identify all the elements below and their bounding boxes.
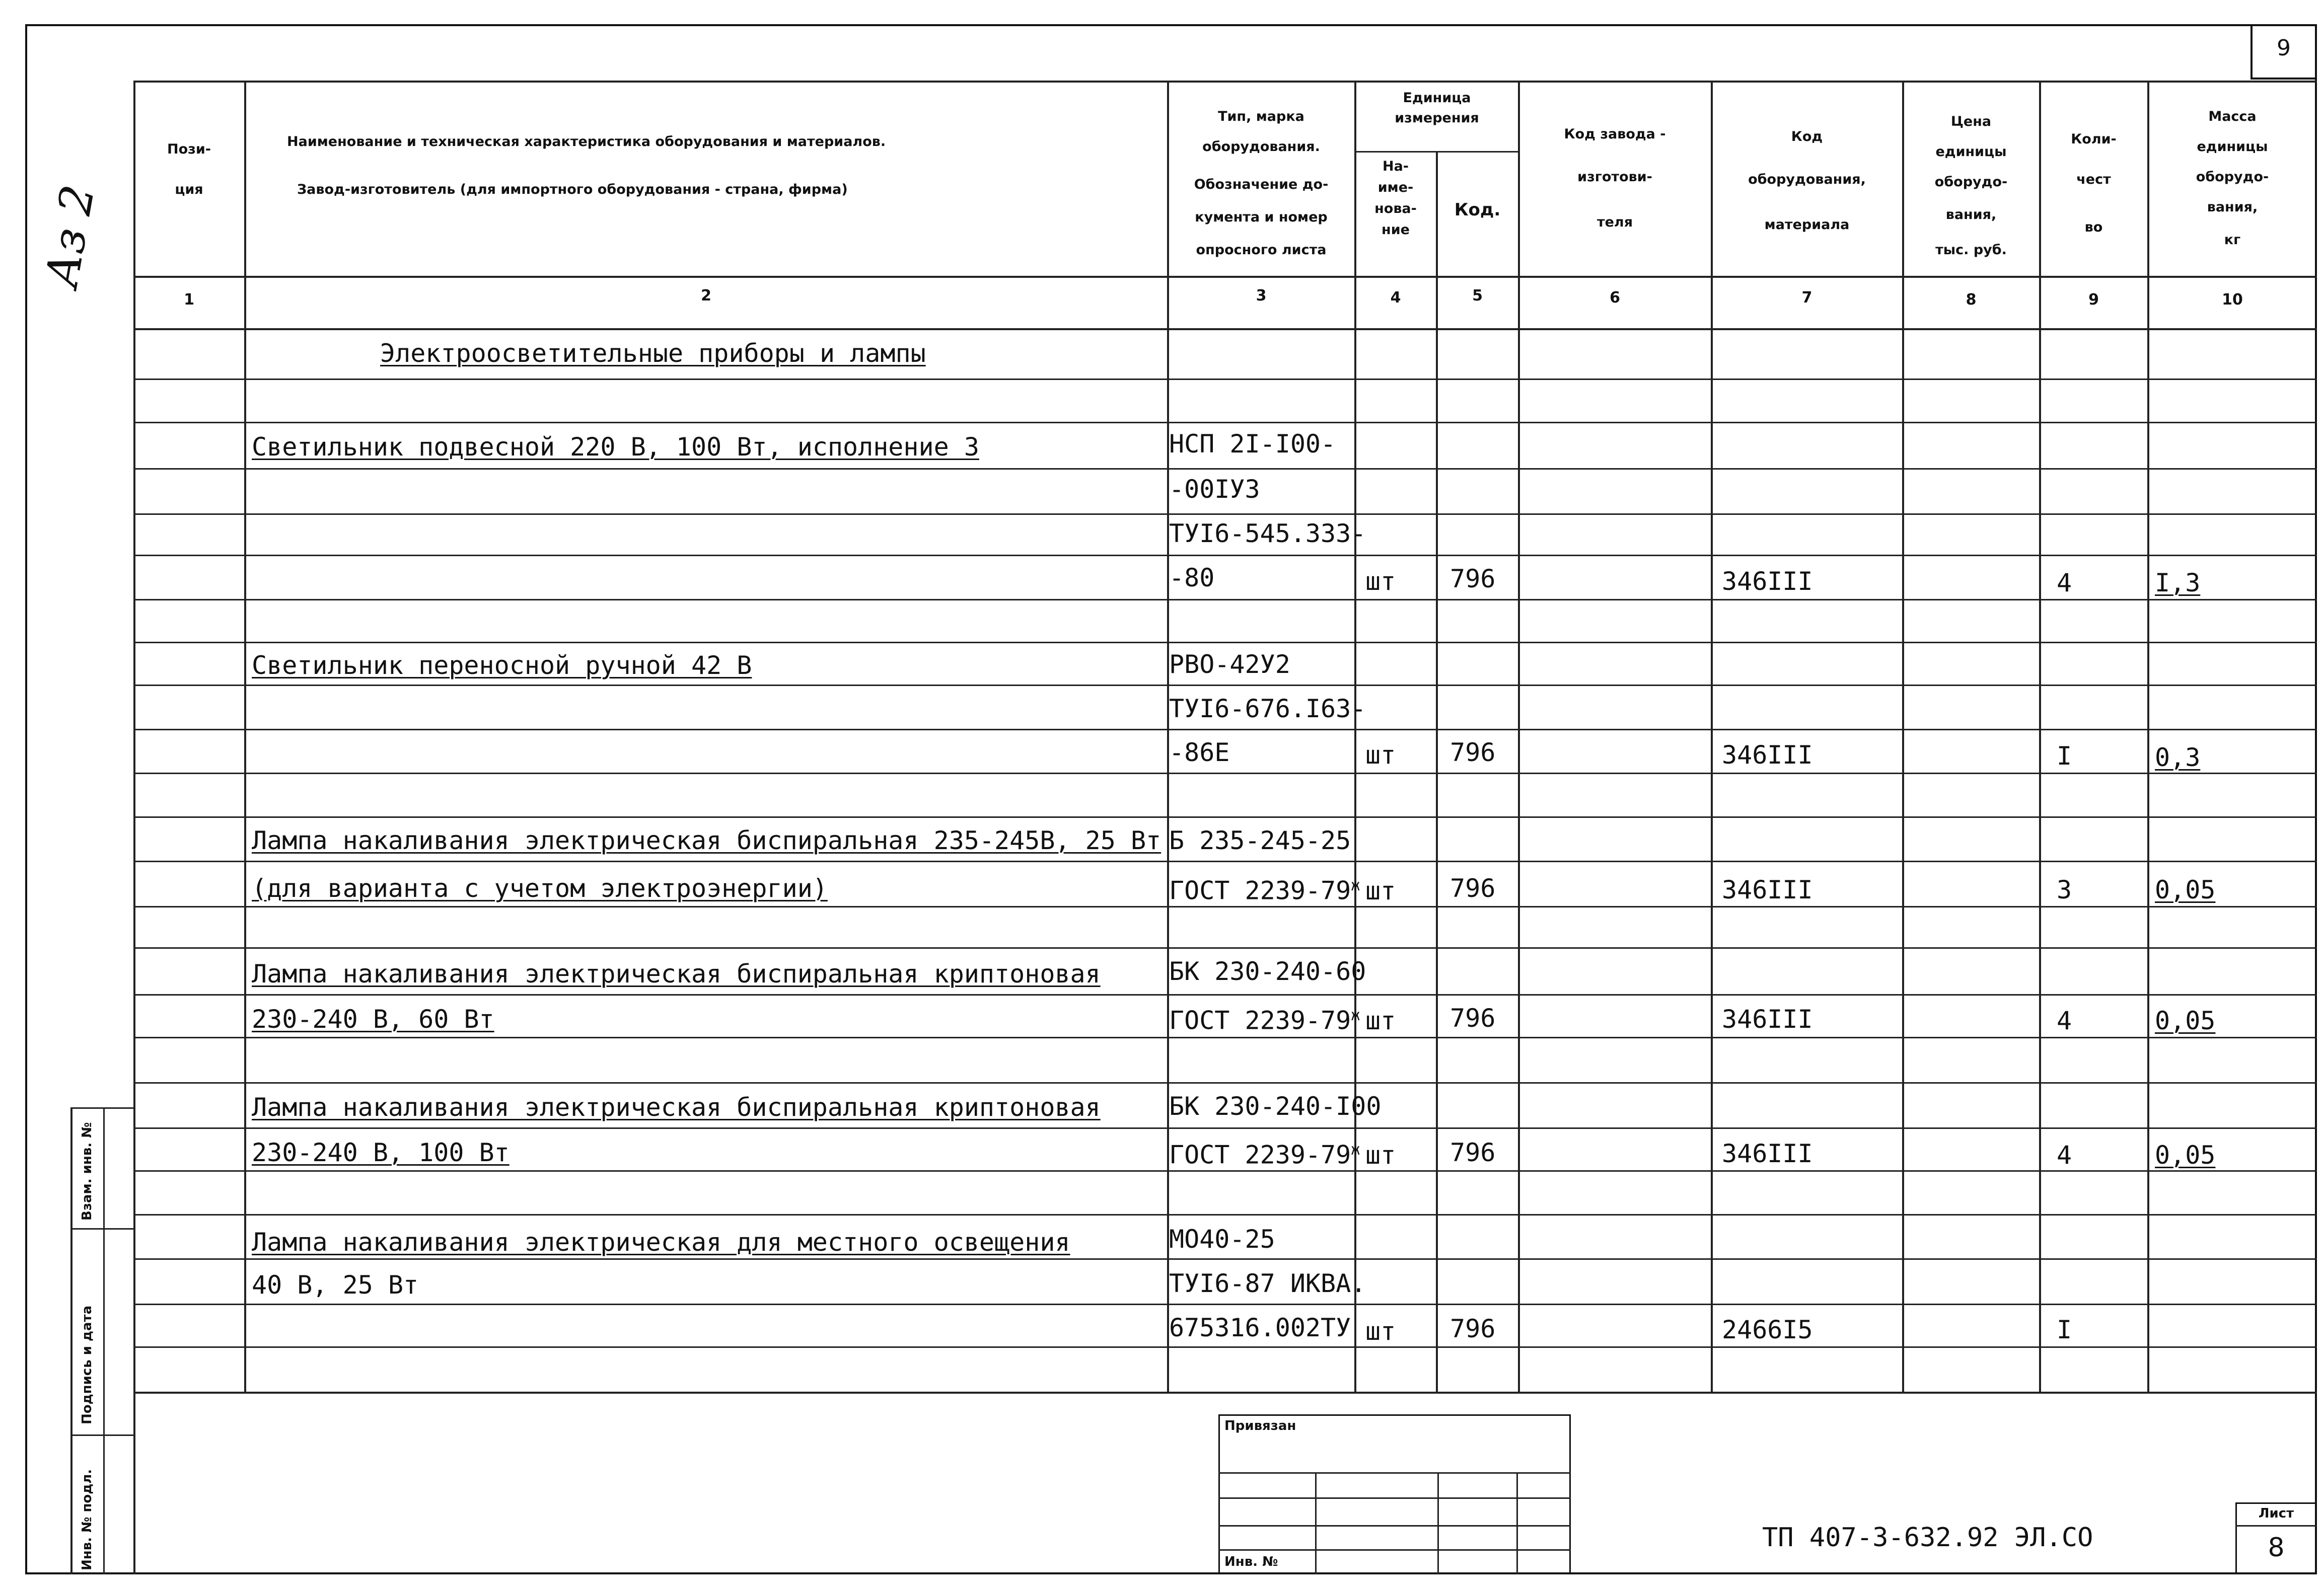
- item-unit: шт: [1365, 1006, 1396, 1035]
- row-line: [133, 685, 2317, 686]
- row-line: [133, 1082, 2317, 1084]
- stamp-line: [1218, 1497, 1571, 1499]
- item-name: Светильник подвесной 220 В, 100 Вт, исполнение 3: [252, 432, 979, 462]
- item-type: [1169, 1001, 1360, 1036]
- top-sheet-number: 9: [2277, 35, 2291, 61]
- header-col8-line4: вания,: [1945, 207, 1997, 222]
- item-mass: 0,05: [2155, 1006, 2216, 1035]
- stamp-line: [1218, 1472, 1571, 1474]
- header-col3-line2: оборудования.: [1202, 139, 1320, 155]
- header-col4-line3: нова-: [1374, 201, 1417, 216]
- stamp-line: [1516, 1472, 1518, 1574]
- item-quantity: I: [2057, 1315, 2072, 1344]
- header-col7-line2: оборудования,: [1748, 172, 1866, 187]
- header-col8-line1: Цена: [1950, 114, 1992, 129]
- header-col4-line2: име-: [1377, 180, 1414, 195]
- header-unit-group-line2: измерения: [1395, 110, 1479, 126]
- col-line: [1711, 81, 1713, 1392]
- item-type: 675316.002ТУ: [1169, 1313, 1351, 1342]
- side-line: [70, 1228, 133, 1230]
- item-type: БК 230-240-I00: [1169, 1092, 1382, 1121]
- header-col10-line1: Масса: [2208, 109, 2257, 124]
- item-unit-code: 796: [1450, 738, 1496, 767]
- header-col1-line1: Пози-: [167, 141, 211, 157]
- table-top-line: [133, 81, 2317, 83]
- item-equipment-code: 346III: [1722, 740, 1813, 770]
- standard-ref: ГОСТ 2239-79: [1169, 876, 1351, 905]
- header-col6-line1: Код завода -: [1564, 126, 1666, 142]
- header-col7-line1: Код: [1791, 129, 1823, 144]
- item-quantity: 4: [2057, 1141, 2072, 1170]
- item-name: 40 В, 25 Вт: [252, 1270, 419, 1300]
- row-line: [133, 773, 2317, 774]
- item-quantity: 4: [2057, 1006, 2072, 1035]
- row-line: [133, 1258, 2317, 1260]
- col-line: [1902, 81, 1904, 1392]
- inv-label: Инв. №: [1224, 1554, 1278, 1569]
- item-equipment-code: 346III: [1722, 1005, 1813, 1034]
- header-col3-line3: Обозначение до-: [1194, 177, 1329, 192]
- col-number: 10: [2222, 291, 2243, 309]
- item-unit-code: 796: [1450, 874, 1496, 903]
- header-col9-line2: чест: [2076, 172, 2111, 187]
- col-number: 4: [1390, 289, 1401, 307]
- linked-label: Привязан: [1224, 1418, 1296, 1433]
- item-mass: 0,3: [2155, 743, 2201, 772]
- header-col5: Код.: [1454, 200, 1501, 220]
- item-type: -80: [1169, 563, 1215, 592]
- sheet-box-line: [2235, 1525, 2317, 1527]
- header-col10-line4: вания,: [2207, 199, 2258, 215]
- row-line: [133, 1214, 2317, 1216]
- header-col3-line1: Тип, марка: [1218, 109, 1304, 124]
- header-col10-line5: кг: [2224, 232, 2241, 248]
- side-label-podpis: Подпись и дата: [80, 1305, 95, 1424]
- item-equipment-code: 346III: [1722, 567, 1813, 596]
- item-name: Лампа накаливания электрическая биспиральная криптоновая: [252, 959, 1101, 989]
- item-unit: шт: [1365, 567, 1396, 596]
- col-number: 1: [184, 291, 194, 309]
- header-col4-line1: На-: [1382, 159, 1409, 174]
- col-line: [1354, 81, 1356, 1392]
- item-mass: 0,05: [2155, 1141, 2216, 1170]
- item-equipment-code: 346III: [1722, 1139, 1813, 1168]
- header-col1-line2: ция: [175, 182, 203, 197]
- item-type: -00IУ3: [1169, 475, 1260, 504]
- col-number: 9: [2088, 291, 2099, 309]
- standard-ref: ГОСТ 2239-79: [1169, 1006, 1351, 1035]
- side-label-vzam: Взам. инв. №: [80, 1122, 95, 1221]
- header-col3-line5: опросного листа: [1196, 242, 1327, 258]
- item-name: 230-240 В, 100 Вт: [252, 1138, 510, 1167]
- row-line: [133, 468, 2317, 470]
- item-quantity: I: [2057, 741, 2072, 771]
- stamp-line: [1218, 1525, 1571, 1527]
- row-line: [133, 729, 2317, 730]
- side-label-inv-podl: Инв. № подл.: [80, 1469, 95, 1570]
- header-col2-line1: Наименование и техническая характеристика оборудования и материалов.: [287, 134, 886, 149]
- col-line: [244, 81, 246, 1392]
- item-mass: I,3: [2155, 568, 2201, 597]
- item-type: НСП 2I-I00-: [1169, 429, 1336, 459]
- side-line: [70, 1107, 133, 1109]
- header-col3-line4: кумента и номер: [1195, 209, 1328, 225]
- section-title: Электроосветительные приборы и лампы: [380, 339, 926, 368]
- row-line: [133, 994, 2317, 996]
- document-code: ТП 407-3-632.92 ЭЛ.СО: [1762, 1523, 2093, 1553]
- header-col8-line3: оборудо-: [1934, 174, 2008, 190]
- header-col9-line1: Коли-: [2071, 131, 2117, 147]
- row-line: [133, 555, 2317, 556]
- item-type: -86Е: [1169, 738, 1230, 767]
- item-equipment-code: 2466I5: [1722, 1315, 1813, 1344]
- item-type: [1169, 871, 1360, 906]
- col-line: [2147, 81, 2149, 1392]
- item-unit: шт: [1365, 740, 1396, 770]
- row-line: [133, 1346, 2317, 1348]
- item-mass: 0,05: [2155, 875, 2216, 904]
- row-line: [133, 378, 2317, 380]
- header-col6-line3: теля: [1596, 214, 1633, 230]
- header-col7-line3: материала: [1764, 217, 1850, 233]
- item-type: БК 230-240-60: [1169, 957, 1366, 986]
- side-line: [103, 1107, 105, 1574]
- item-type: Б 235-245-25: [1169, 826, 1351, 855]
- item-unit-code: 796: [1450, 1314, 1496, 1343]
- stamp-line: [1315, 1472, 1317, 1574]
- col-line: [2039, 81, 2041, 1392]
- item-name: Лампа накаливания электрическая биспиральная криптоновая: [252, 1093, 1101, 1122]
- col-number: 2: [701, 287, 711, 305]
- table-bottom-line: [133, 1392, 2317, 1394]
- colnum-bottom-line: [133, 328, 2317, 330]
- stamp-line: [1437, 1472, 1439, 1574]
- item-type: ТУI6-676.I63-: [1169, 694, 1366, 723]
- row-line: [133, 906, 2317, 907]
- margin-note: Аз 2: [35, 181, 105, 291]
- side-line: [70, 1434, 133, 1436]
- header-col10-line2: единицы: [2197, 139, 2268, 155]
- item-type: МО40-25: [1169, 1225, 1275, 1254]
- col-line: [1167, 81, 1169, 1392]
- item-type: ТУI6-87 ИКВА.: [1169, 1269, 1366, 1298]
- row-line: [133, 861, 2317, 862]
- row-line: [133, 947, 2317, 949]
- stamp-line: [1218, 1549, 1571, 1551]
- item-unit: шт: [1365, 876, 1396, 905]
- row-line: [133, 1304, 2317, 1305]
- item-quantity: 3: [2057, 875, 2072, 904]
- header-col4-line4: ние: [1382, 222, 1410, 238]
- item-name: Лампа накаливания электрическая биспиральная 235-245В, 25 Вт: [252, 826, 1161, 855]
- item-unit-code: 796: [1450, 564, 1496, 593]
- header-col9-line3: во: [2084, 219, 2103, 235]
- col-number: 8: [1966, 291, 1977, 309]
- item-type: [1169, 1135, 1360, 1170]
- item-name: Светильник переносной ручной 42 В: [252, 651, 752, 680]
- footnote-mark: ж: [1351, 1141, 1360, 1159]
- item-name: (для варианта с учетом электроэнергии): [252, 874, 828, 903]
- sheet-value: 8: [2268, 1533, 2285, 1563]
- item-equipment-code: 346III: [1722, 875, 1813, 904]
- sheet-label: Лист: [2258, 1506, 2294, 1521]
- item-name: 230-240 В, 60 Вт: [252, 1005, 494, 1034]
- footnote-mark: ж: [1351, 1007, 1360, 1024]
- row-line: [133, 1127, 2317, 1129]
- header-col8-line5: тыс. руб.: [1935, 242, 2007, 258]
- col-line: [1518, 81, 1520, 1392]
- row-line: [133, 599, 2317, 600]
- item-unit: шт: [1365, 1141, 1396, 1170]
- header-col6-line2: изготови-: [1577, 169, 1652, 185]
- header-unit-group-line1: Единица: [1403, 90, 1471, 106]
- row-line: [133, 422, 2317, 423]
- row-line: [133, 816, 2317, 818]
- header-col8-line2: единицы: [1935, 144, 2007, 160]
- col-number: 5: [1472, 287, 1483, 305]
- footnote-mark: ж: [1351, 877, 1360, 894]
- header-col10-line3: оборудо-: [2196, 169, 2269, 185]
- item-unit-code: 796: [1450, 1138, 1496, 1167]
- row-line: [133, 513, 2317, 515]
- col-line: [1436, 151, 1438, 1392]
- item-type: РВО-42У2: [1169, 650, 1290, 679]
- item-unit: шт: [1365, 1317, 1396, 1346]
- standard-ref: ГОСТ 2239-79: [1169, 1140, 1351, 1170]
- col-number: 3: [1256, 287, 1267, 305]
- row-line: [133, 642, 2317, 643]
- col-number: 6: [1610, 289, 1620, 307]
- col-number: 7: [1801, 289, 1812, 307]
- header-bottom-line: [133, 276, 2317, 278]
- row-line: [133, 1037, 2317, 1038]
- item-name: Лампа накаливания электрическая для местного освещения: [252, 1228, 1070, 1257]
- item-type: ТУI6-545.333-: [1169, 519, 1366, 548]
- row-line: [133, 1170, 2317, 1172]
- item-unit-code: 796: [1450, 1004, 1496, 1033]
- item-quantity: 4: [2057, 568, 2072, 597]
- side-line: [70, 1107, 72, 1574]
- header-col2-line2: Завод-изготовитель (для импортного оборудования - страна, фирма): [297, 182, 848, 197]
